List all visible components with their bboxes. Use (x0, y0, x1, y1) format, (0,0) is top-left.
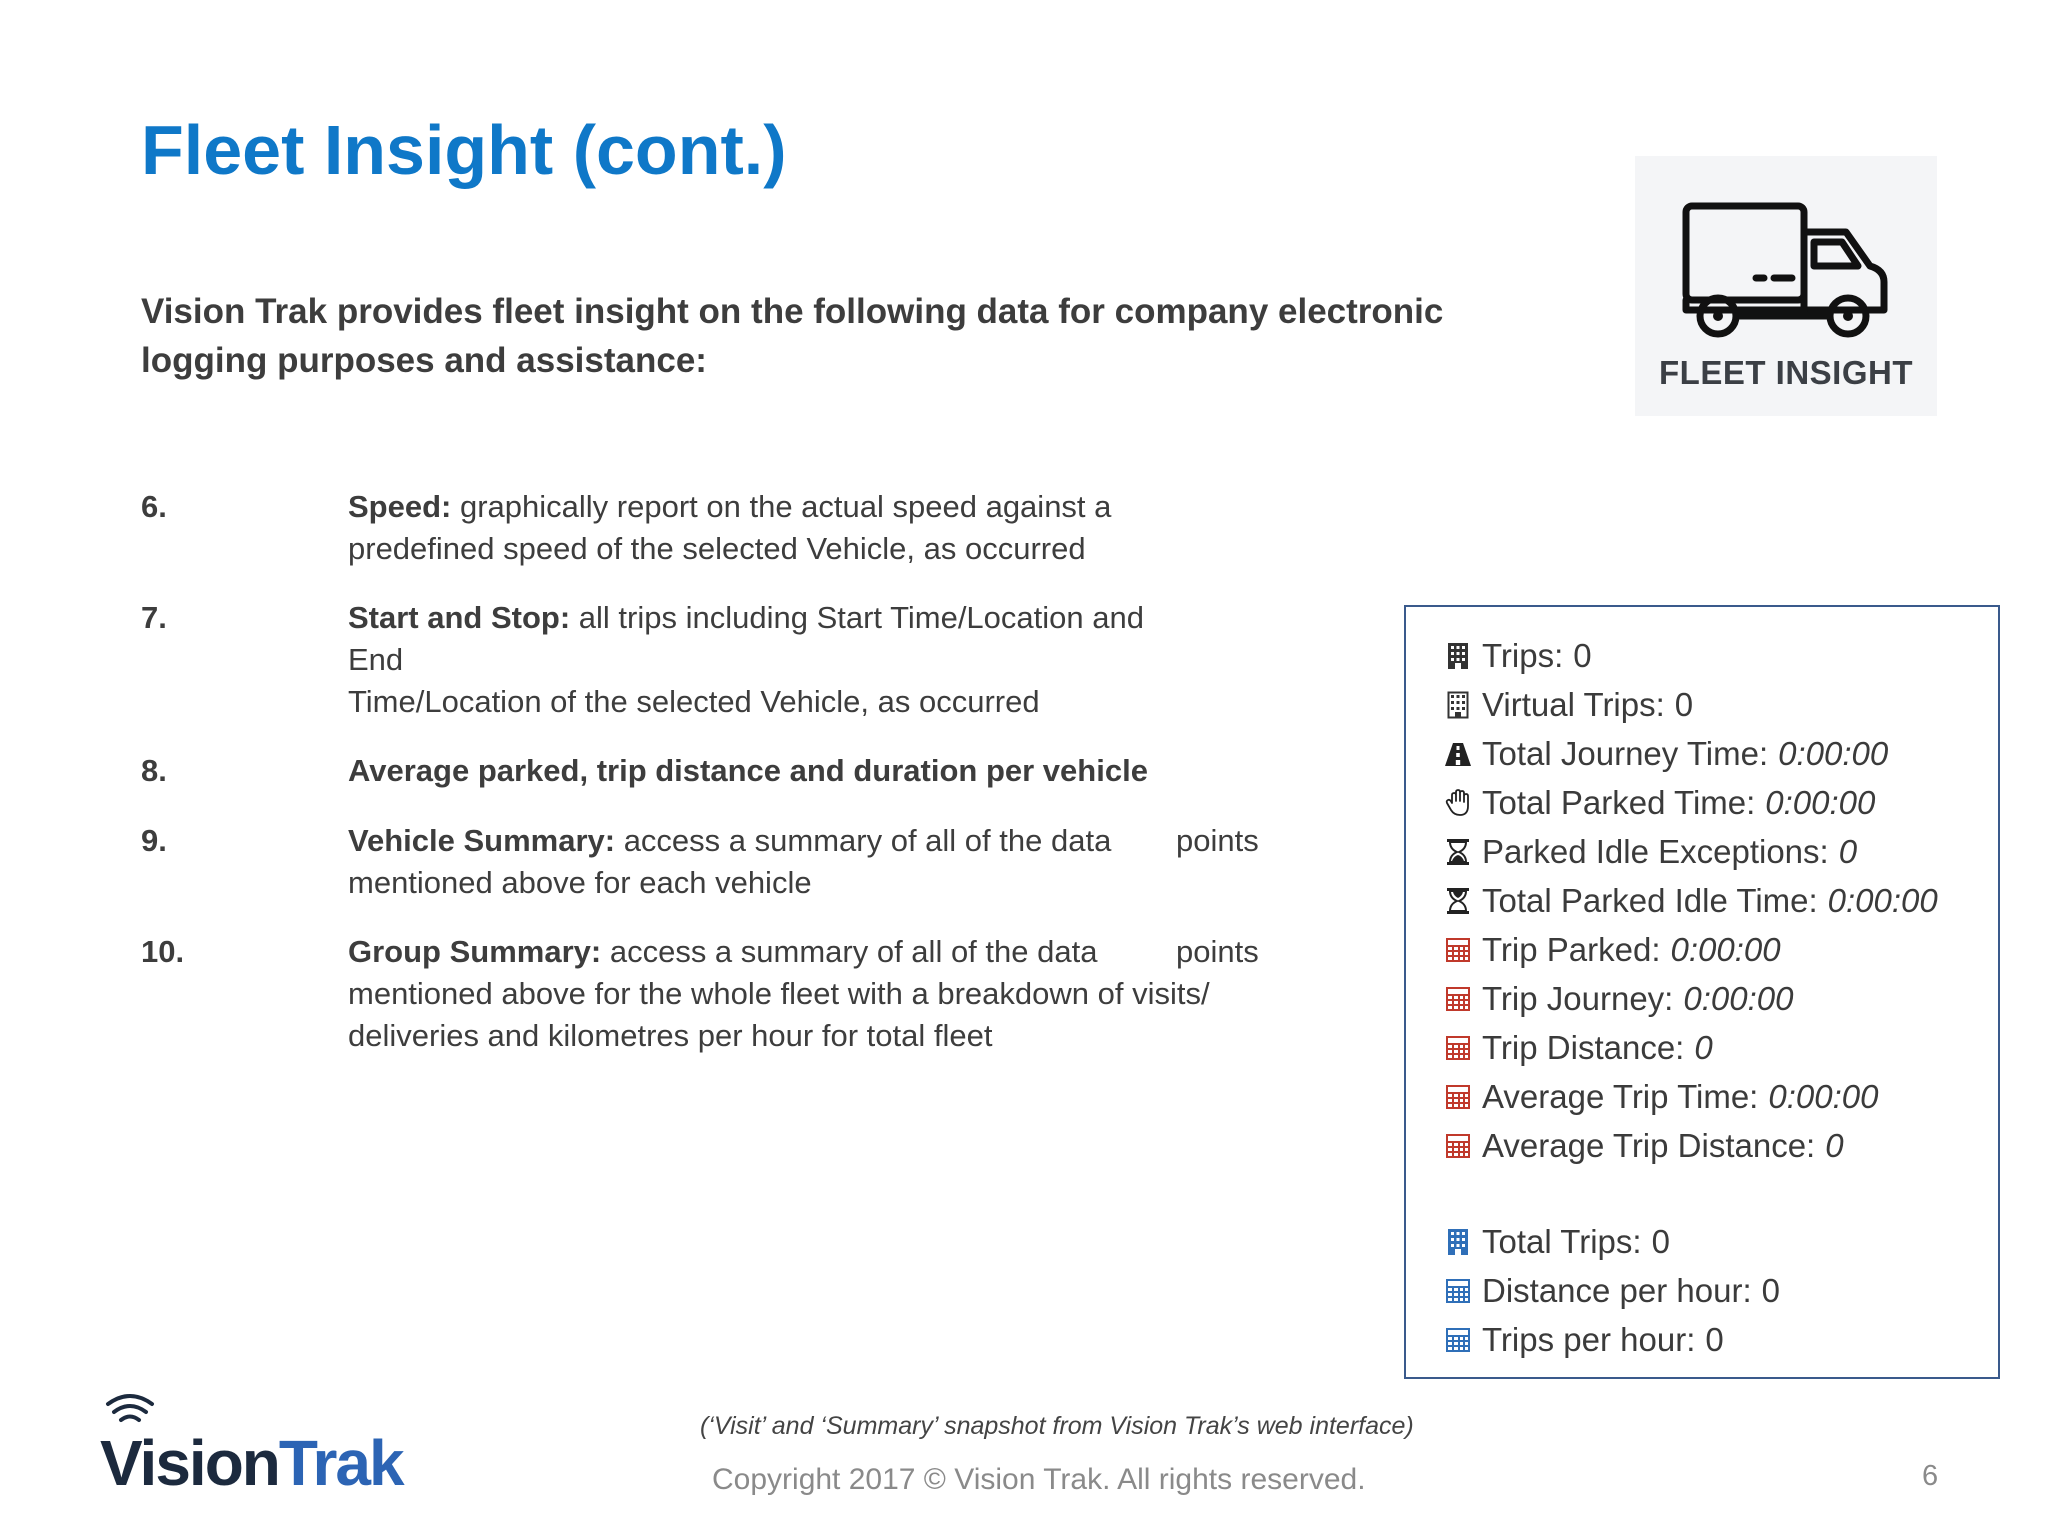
copyright-text: Copyright 2017 © Vision Trak. All rights reserved. (712, 1463, 1366, 1496)
row-value: 0 (1573, 637, 1592, 674)
building-outline-icon (1444, 691, 1472, 719)
row-value: 0 (1705, 1321, 1724, 1358)
summary-panel (1404, 605, 2000, 1379)
row-label: Trips: (1482, 637, 1564, 674)
calculator-red-icon (1444, 936, 1472, 964)
calculator-red-icon (1444, 985, 1472, 1013)
row-value: 0 (1838, 833, 1858, 870)
item-text (348, 486, 1278, 570)
item-heading: Group Summary: (348, 934, 602, 969)
row-value: 0 (1761, 1272, 1780, 1309)
hand-icon (1444, 789, 1472, 817)
item-desc-gap-word: points (1176, 934, 1259, 969)
row-label: Total Parked Time: (1482, 784, 1756, 821)
item-text (348, 820, 1278, 904)
calculator-blue-icon (1444, 1326, 1472, 1354)
signal-wave-icon (102, 1390, 162, 1430)
summary-row-virtual-trips (1444, 682, 1693, 728)
summary-row-total-parked-time (1444, 780, 1875, 826)
row-value: 0:00:00 (1670, 931, 1781, 968)
item-desc: all trips including Start Time/Location and End Time/Location of the selected Vehicle, as occurred (348, 600, 1144, 719)
logo-wordmark (100, 1426, 403, 1500)
page-number: 6 (1922, 1460, 1939, 1492)
row-label: Distance per hour: (1482, 1272, 1752, 1309)
row-label: Trip Parked: (1482, 931, 1661, 968)
item-text (348, 597, 1278, 723)
summary-row-total-trips (1444, 1219, 1670, 1265)
truck-icon (1682, 202, 1888, 352)
row-value: 0 (1694, 1029, 1713, 1066)
snapshot-caption: (‘Visit’ and ‘Summary’ snapshot from Vision Trak’s web interface) (700, 1412, 1414, 1440)
building-blue-icon (1444, 1228, 1472, 1256)
item-number: 6. (141, 489, 167, 524)
row-value: 0 (1674, 686, 1694, 723)
item-number: 7. (141, 600, 167, 635)
row-label: Virtual Trips: (1482, 686, 1665, 723)
item-heading: Average parked, trip distance and duration per vehicle (348, 753, 1148, 788)
summary-row-total-journey-time (1444, 731, 1888, 777)
fleet-insight-badge (1635, 156, 1937, 416)
row-label: Trips per hour: (1482, 1321, 1696, 1358)
slide-title: Fleet Insight (cont.) (141, 111, 787, 189)
summary-row-trips-per-hour (1444, 1317, 1724, 1363)
summary-row-trips (1444, 633, 1592, 679)
item-text (348, 931, 1278, 1057)
row-value: 0 (1825, 1127, 1844, 1164)
summary-row-trip-distance (1444, 1025, 1713, 1071)
calculator-blue-icon (1444, 1277, 1472, 1305)
summary-row-parked-idle-exceptions (1444, 829, 1857, 875)
summary-row-distance-per-hour (1444, 1268, 1780, 1314)
summary-row-total-parked-idle-time (1444, 878, 1938, 924)
row-label: Trip Distance: (1482, 1029, 1685, 1066)
logo-part-trak: Trak (278, 1427, 403, 1499)
road-icon (1444, 740, 1472, 768)
row-value: 0:00:00 (1768, 1078, 1879, 1115)
item-desc-rest: mentioned above for the whole fleet with a breakdown of visits/ deliveries and kilometres per hour for total fleet (348, 976, 1210, 1053)
summary-row-average-trip-distance (1444, 1123, 1844, 1169)
item-number: 9. (141, 823, 167, 858)
item-heading: Speed: (348, 489, 452, 524)
row-label: Total Parked Idle Time: (1482, 882, 1818, 919)
summary-row-average-trip-time (1444, 1074, 1878, 1120)
row-value: 0:00:00 (1683, 980, 1794, 1017)
logo-part-vision: Vision (100, 1427, 279, 1499)
item-desc-line2: predefined speed of the selected Vehicle, as occurred (348, 531, 1086, 566)
row-value: 0:00:00 (1827, 882, 1938, 919)
item-number: 10. (141, 934, 185, 969)
row-label: Total Trips: (1482, 1223, 1642, 1260)
item-desc-first: access a summary of all of the data (601, 934, 1098, 969)
summary-row-trip-journey (1444, 976, 1793, 1022)
calculator-red-icon (1444, 1083, 1472, 1111)
summary-row-trip-parked (1444, 927, 1781, 973)
row-label: Average Trip Distance: (1482, 1127, 1816, 1164)
hourglass-icon (1444, 887, 1472, 915)
item-desc-line1: graphically report on the actual speed against a (451, 489, 1112, 524)
item-desc-gap-word: points (1176, 823, 1259, 858)
row-value: 0:00:00 (1778, 735, 1889, 772)
item-text (348, 750, 1278, 792)
row-value: 0 (1651, 1223, 1670, 1260)
row-label: Parked Idle Exceptions: (1482, 833, 1829, 870)
item-heading: Start and Stop: (348, 600, 571, 635)
building-dark-icon (1444, 642, 1472, 670)
row-label: Trip Journey: (1482, 980, 1674, 1017)
intro-text: Vision Trak provides fleet insight on the following data for company electronic logging purposes and assistance: (141, 292, 1444, 380)
row-value: 0:00:00 (1765, 784, 1876, 821)
calculator-red-icon (1444, 1132, 1472, 1160)
badge-label: FLEET INSIGHT (1659, 354, 1913, 391)
hourglass-icon (1444, 838, 1472, 866)
row-label: Total Journey Time: (1482, 735, 1769, 772)
item-number: 8. (141, 753, 167, 788)
item-desc-first: access a summary of all of the data (615, 823, 1112, 858)
calculator-red-icon (1444, 1034, 1472, 1062)
item-heading: Vehicle Summary: (348, 823, 616, 858)
row-label: Average Trip Time: (1482, 1078, 1759, 1115)
item-desc-rest: mentioned above for each vehicle (348, 865, 812, 900)
